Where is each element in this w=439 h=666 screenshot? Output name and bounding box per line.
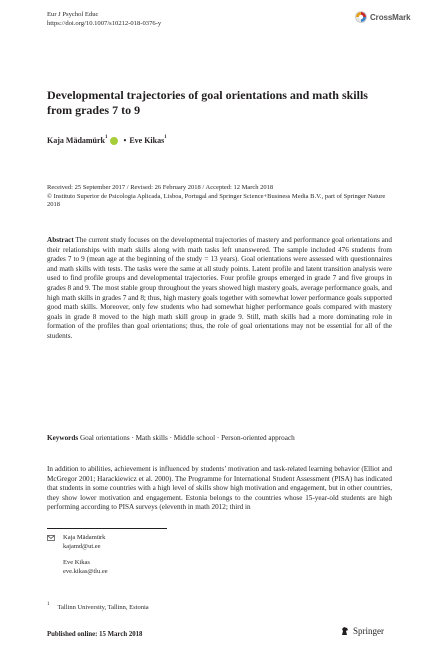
crossmark-badge[interactable] (355, 11, 410, 23)
author-affil-ref: 1 (164, 135, 167, 140)
publication-meta (47, 184, 392, 210)
contact-block (47, 534, 108, 576)
keywords-text: Goal orientations · Math skills · Middle school · Person-oriented approach (79, 434, 295, 442)
crossmark-label: CrossMark (370, 12, 411, 22)
keywords (47, 434, 392, 444)
body-paragraph: In addition to abilities, achievement is influenced by students’ motivation and task-related learning behavior (Elliot and McGregor 2001; Harackiewicz et al. 2000). The Programme for International Student Assessment (PISA) has indicated that students in some countries with a high level of skills show high motivation and engagement, but in other countries, they show lower motivation and engagement. Estonia belongs to the countries whose 15-year-old students are high performing according to PISA surveys (eleventh in math 2012; third in (47, 465, 392, 512)
affiliation-number: 1 (47, 602, 50, 607)
contact-name: Kaja Mädamürk (63, 534, 106, 541)
copyright-line: © Instituto Superior de Psicologia Aplicada, Lisboa, Portugal and Springer Science+Business Media B.V., part of Springer Nature 2018 (47, 192, 386, 209)
journal-header (47, 10, 247, 28)
springer-label: Springer (353, 626, 384, 636)
envelope-icon (47, 534, 55, 542)
published-online: Published online: 15 March 2018 (47, 631, 143, 638)
paper-title: Developmental trajectories of goal orientations and math skills from grades 7 to 9 (47, 88, 368, 117)
author-affil-ref: 1 (105, 135, 108, 140)
springer-horse-icon (340, 626, 350, 636)
keywords-label: Keywords (47, 434, 79, 442)
footnote-divider (47, 528, 167, 529)
author-name[interactable]: Kaja Mädamürk (47, 136, 105, 145)
springer-logo (340, 626, 384, 636)
abstract-label: Abstract (47, 236, 74, 244)
affiliation (47, 604, 149, 613)
doi-link[interactable]: https://doi.org/10.1007/s10212-018-0376-y (47, 20, 162, 27)
journal-name: Eur J Psychol Educ (47, 11, 99, 18)
author-line (47, 136, 167, 145)
affiliation-text: Tallinn University, Tallinn, Estonia (57, 604, 149, 611)
contact-email[interactable]: kajamd@ut.ee (63, 542, 101, 550)
contact-name: Eve Kikas (63, 559, 90, 567)
abstract-text: The current study focuses on the developmental trajectories of mastery and performance goal orientations and their relationships with math skills along with math tasks left unanswered. The sample included 476 students from grades 7 to 9 (mean age at the beginning of the study = 13 years). Goal orientations were assessed with questionnaires and math skills with tests. The tasks were the same at all study points. Latent profile and latent transition analysis were used to find profile groups and developmental trajectories. Four profile groups emerged in grade 7 and five groups in grades 8 and 9. The most stable group throughout the years showed high mastery goals, average performance goals, and high math skills in grades 7 and 8; thus, high mastery goals together with somewhat lower performance goals supported good math skills. Moreover, only few students who had somewhat higher performance goals compared with mastery goals in grade 8 moved to the high math skill group in grade 9. Still, math skills had a more dominating role in formation of the profiles than goal orientations; thus, the role of goal orientations may not be essential for all of the students. (47, 236, 392, 340)
orcid-icon[interactable] (110, 137, 118, 145)
author-name[interactable]: Eve Kikas (129, 136, 165, 145)
history-dates: Received: 25 September 2017 / Revised: 26 February 2018 / Accepted: 12 March 2018 (47, 184, 274, 191)
contact-email[interactable]: eve.kikas@tlu.ee (63, 567, 108, 575)
author-separator: • (123, 136, 127, 145)
abstract (47, 236, 392, 342)
crossmark-icon (355, 11, 367, 23)
